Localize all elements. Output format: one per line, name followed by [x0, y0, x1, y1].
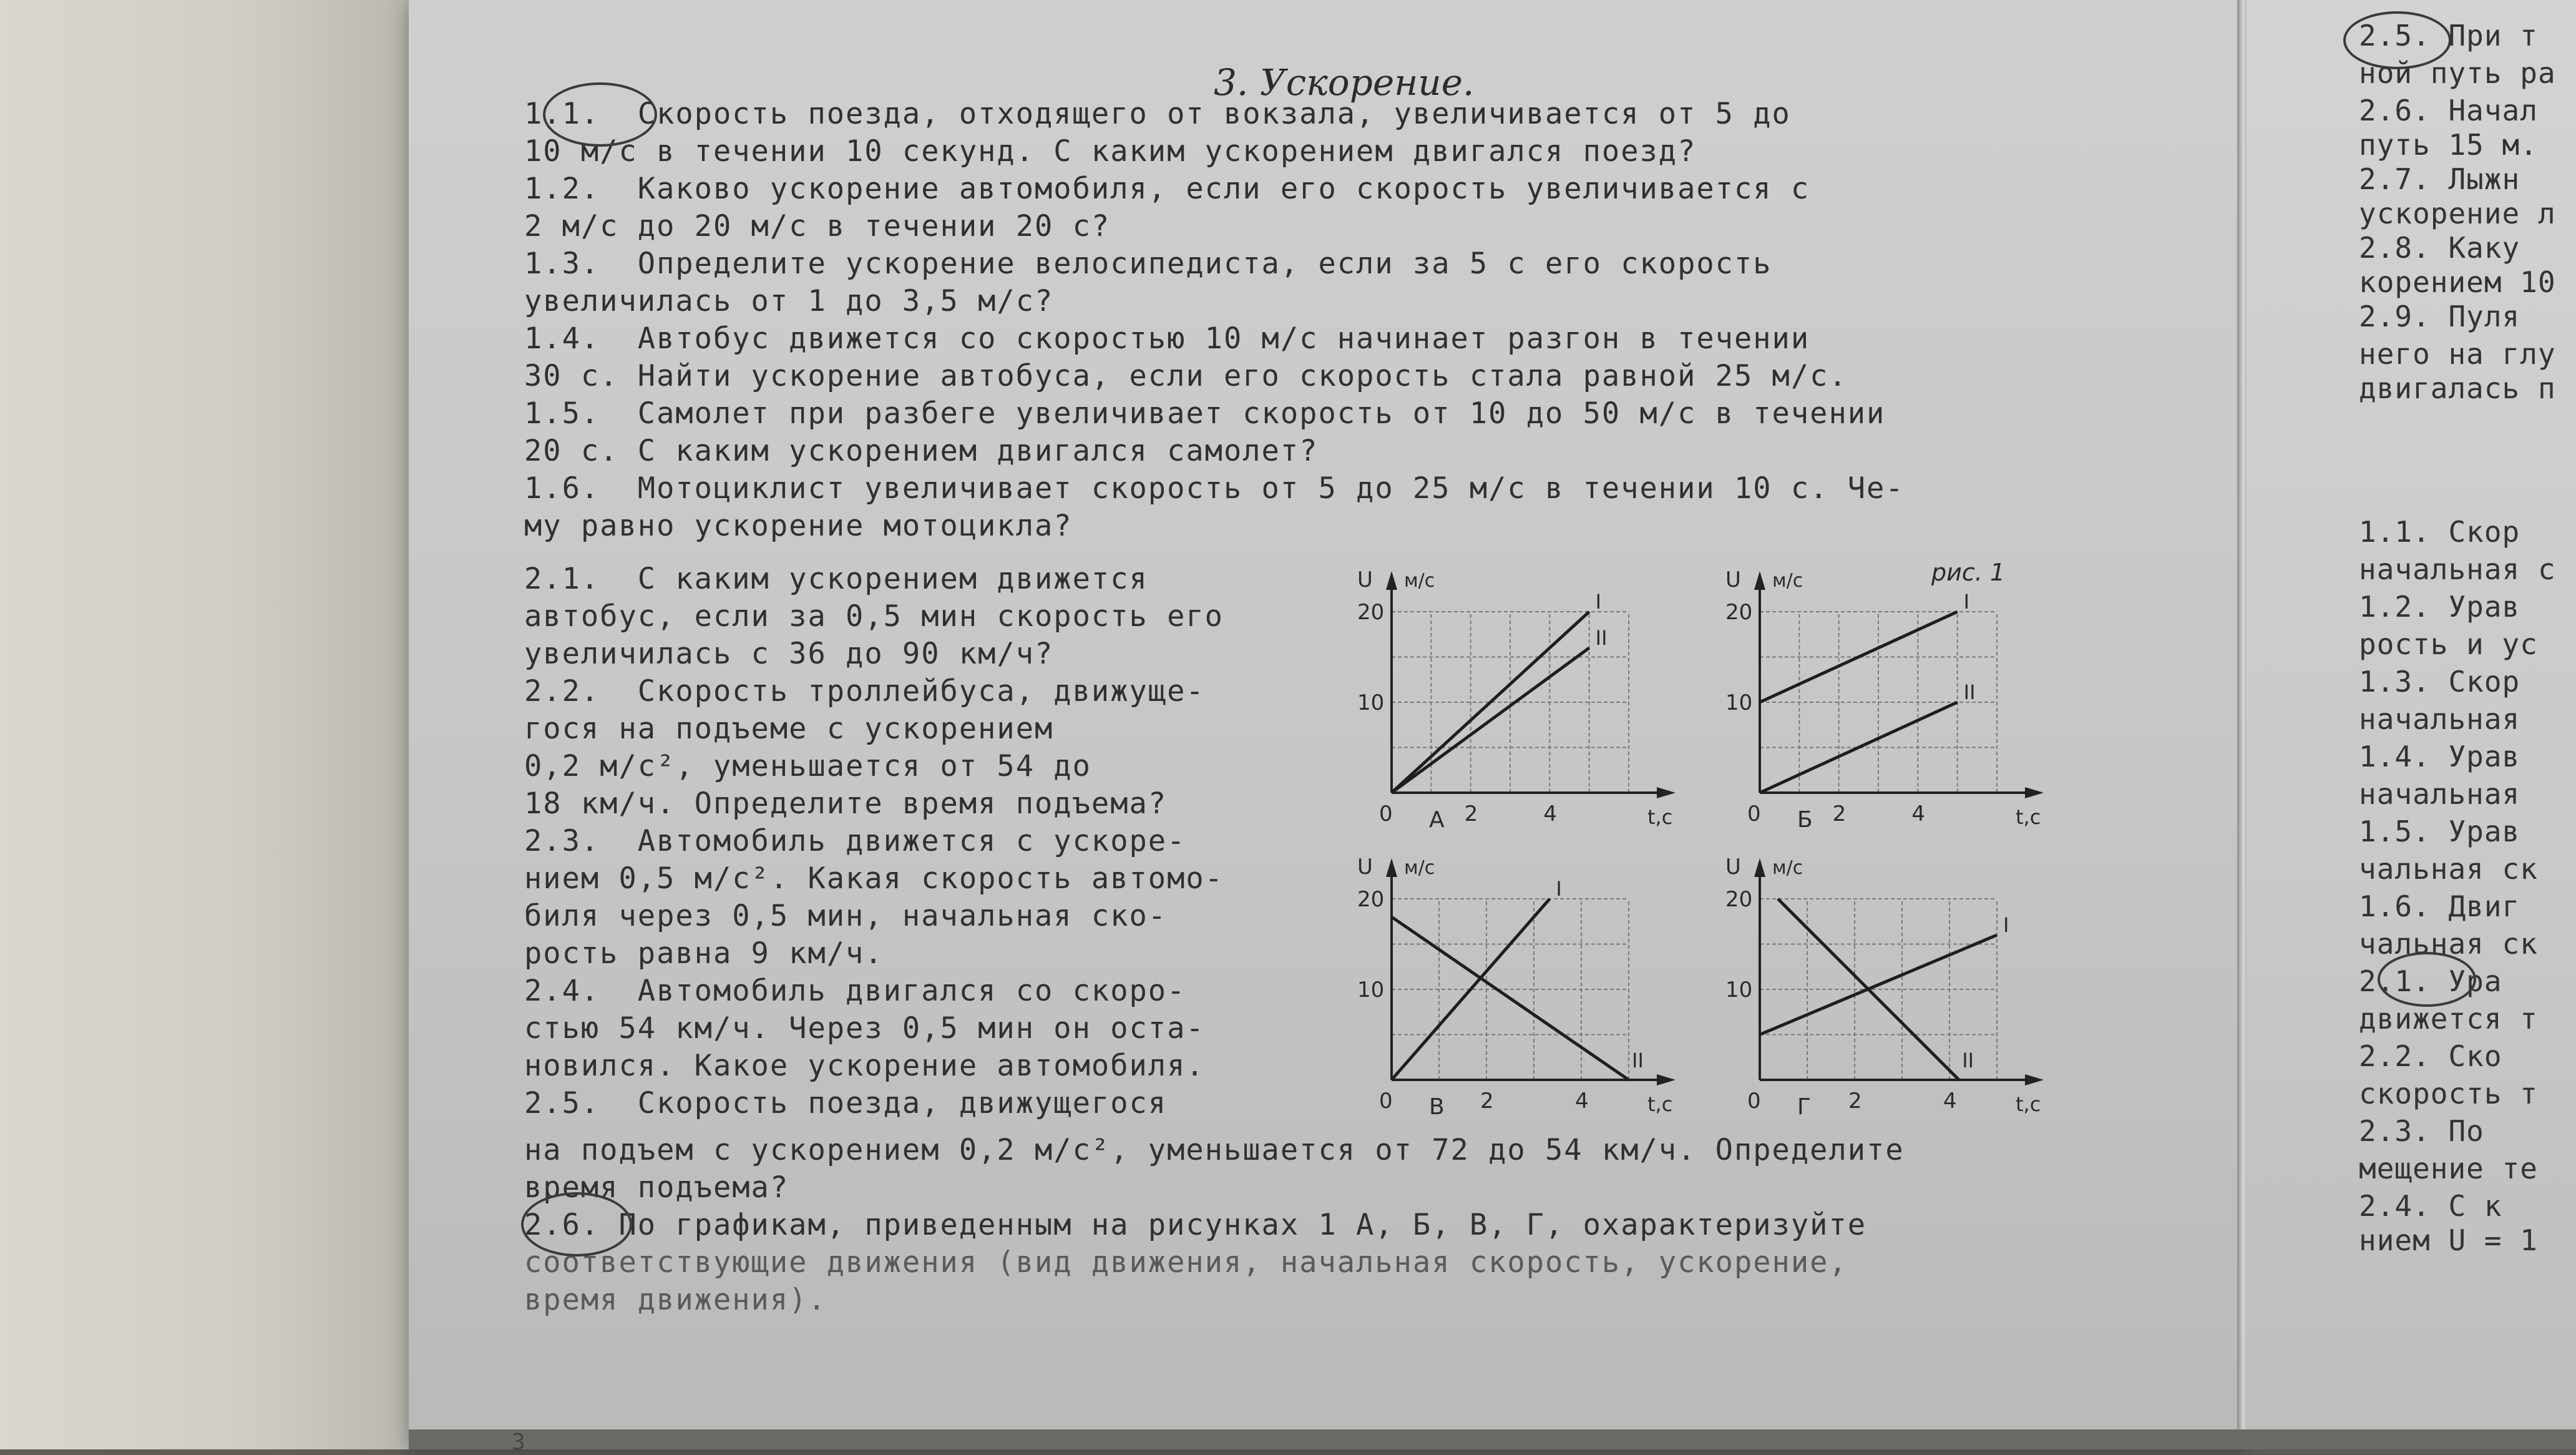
velocity-graphs-figure: [1348, 543, 2084, 1136]
y-tick-label: 10: [1725, 690, 1753, 715]
series-line-I: [1392, 612, 1589, 793]
pencil-circle-right-2-5: [2343, 11, 2451, 69]
problem-2-1-line: 2.1. С каким ускорением движется: [524, 562, 1148, 596]
x-tick-label: 4: [1543, 801, 1557, 826]
right-page-line: 2.9. Пуля: [2359, 300, 2520, 333]
x-axis-label: t,c: [2016, 805, 2041, 829]
y-axis-arrow: [1386, 571, 1397, 590]
right-page-line: двигалась п: [2359, 371, 2556, 405]
y-axis-arrow: [1754, 858, 1765, 877]
right-page-line: 2.8. Каку: [2359, 231, 2520, 265]
x-tick-label: 2: [1464, 801, 1478, 826]
origin-label: 0: [1747, 801, 1761, 826]
problem-2-2-line: 18 км/ч. Определите время подъема?: [524, 786, 1168, 821]
series-label-I: I: [1595, 590, 1602, 614]
problem-2-2-line: 2.2. Скорость троллейбуса, движуще-: [524, 674, 1205, 708]
problem-1-6-line-1: 1.6. Мотоциклист увеличивает скорость от 5 до 25 м/с в течении 10 с. Че-: [524, 471, 1905, 506]
origin-label: 0: [1747, 1089, 1761, 1114]
right-page-line: рость и ус: [2359, 627, 2538, 661]
pencil-circle-2-6: [521, 1192, 632, 1257]
problem-1-3-line-1: 1.3. Определите ускорение велосипедиста, если за 5 с его скорость: [524, 247, 1772, 281]
panel-label: В: [1429, 1094, 1445, 1120]
right-page-line: 1.3. Скор: [2359, 665, 2520, 698]
series-line-II: [1392, 648, 1589, 793]
right-page-line: 2.1. Ура: [2359, 964, 2502, 998]
right-page-line: ускорение л: [2359, 197, 2556, 230]
series-label-II: II: [1962, 1049, 1974, 1072]
problem-2-5-line: 2.5. Скорость поезда, движущегося: [524, 1086, 1168, 1120]
x-tick-label: 4: [1943, 1089, 1957, 1114]
right-page-line: 2.6. Начал: [2359, 94, 2538, 127]
x-axis-label: t,c: [1647, 1092, 1673, 1116]
right-page-line: мещение те: [2359, 1152, 2538, 1185]
section-title: 3. Ускорение.: [1214, 61, 1475, 104]
right-page-line: ной путь ра: [2359, 56, 2556, 90]
right-page-line: начальная с: [2359, 552, 2556, 586]
right-page-line: него на глу: [2359, 337, 2556, 371]
problem-2-5-tail: на подъем с ускорением 0,2 м/с², уменьшается от 72 до 54 км/ч. Определите: [524, 1133, 1905, 1167]
x-axis-arrow: [2025, 787, 2044, 798]
right-page-line: нием U = 1: [2359, 1223, 2538, 1257]
x-axis-arrow: [1657, 1074, 1676, 1085]
x-axis-label: t,c: [1647, 805, 1673, 829]
problem-2-5-tail: время подъема?: [524, 1170, 789, 1205]
y-tick-label: 10: [1357, 690, 1385, 715]
y-axis-label: U: [1725, 855, 1741, 879]
x-tick-label: 2: [1832, 801, 1847, 826]
problem-1-1-line-2: 10 м/с в течении 10 секунд. С каким ускорением двигался поезд?: [524, 134, 1697, 169]
x-axis-arrow: [2025, 1074, 2044, 1085]
series-label-II: II: [1595, 626, 1608, 650]
desk-background: [0, 0, 412, 1449]
right-page-line: 2.4. С к: [2359, 1189, 2502, 1223]
x-tick-label: 4: [1575, 1089, 1589, 1114]
y-axis-arrow: [1754, 571, 1765, 590]
y-axis-label: U: [1357, 855, 1373, 879]
y-axis-label: U: [1357, 567, 1373, 592]
series-label-I: I: [1556, 877, 1562, 901]
series-label-II: II: [1963, 680, 1976, 704]
problem-2-3-line: нием 0,5 м/с². Какая скорость автомо-: [524, 861, 1224, 896]
problem-2-2-line: гося на подъеме с ускорением: [524, 712, 1054, 746]
x-tick-label: 4: [1911, 801, 1925, 826]
problem-2-6-line-2: соответствующие движения (вид движения, начальная скорость, ускорение,: [524, 1245, 1848, 1280]
right-page-line: 1.2. Урав: [2359, 590, 2520, 624]
problem-1-3-line-2: увеличилась от 1 до 3,5 м/с?: [524, 284, 1054, 318]
origin-label: 0: [1379, 1089, 1393, 1114]
bottom-edge-shadow: [409, 1429, 2576, 1449]
series-line-I: [1760, 935, 1997, 1035]
right-page-line: 1.4. Урав: [2359, 740, 2520, 773]
y-axis-arrow: [1386, 858, 1397, 877]
series-line-I: [1760, 612, 1958, 702]
problem-1-5-line-2: 20 с. С каким ускорением двигался самолет?: [524, 434, 1319, 468]
problem-2-2-line: 0,2 м/с², уменьшается от 54 до: [524, 749, 1091, 783]
y-axis-unit: м/с: [1772, 857, 1803, 879]
problem-2-6-line-3: время движения).: [524, 1283, 827, 1317]
problem-1-2-line-1: 1.2. Каково ускорение автомобиля, если его скорость увеличивается с: [524, 172, 1810, 206]
problem-2-3-line: биля через 0,5 мин, начальная ско-: [524, 899, 1168, 933]
right-page-line: путь 15 м.: [2359, 128, 2538, 162]
right-page-line: 1.5. Урав: [2359, 815, 2520, 848]
problem-2-4-line: 2.4. Автомобиль двигался со скоро-: [524, 974, 1186, 1008]
problem-1-5-line-1: 1.5. Самолет при разбеге увеличивает скорость от 10 до 50 м/с в течении: [524, 396, 1886, 431]
right-page-line: 2.3. По: [2359, 1114, 2484, 1148]
x-tick-label: 2: [1848, 1089, 1862, 1114]
right-page-line: 2.7. Лыжн: [2359, 162, 2520, 196]
y-tick-label: 10: [1357, 977, 1385, 1002]
problem-2-1-line: автобус, если за 0,5 мин скорость его: [524, 599, 1224, 634]
problem-2-4-line: новился. Какое ускорение автомобиля.: [524, 1049, 1205, 1083]
right-page-line: 2.5. При т: [2359, 19, 2538, 52]
problem-1-1-line-1: 1.1. Скорость поезда, отходящего от вокзала, увеличивается от 5 до: [524, 97, 1791, 131]
right-page-line: чальная ск: [2359, 927, 2538, 961]
problem-2-4-line: стью 54 км/ч. Через 0,5 мин он оста-: [524, 1011, 1205, 1046]
series-line-II: [1392, 917, 1629, 1080]
panel-label: А: [1429, 807, 1445, 833]
problem-1-4-line-1: 1.4. Автобус движется со скоростью 10 м/с начинает разгон в течении: [524, 321, 1810, 356]
right-page-line: начальная: [2359, 702, 2520, 736]
x-axis-label: t,c: [2016, 1092, 2041, 1116]
y-tick-label: 20: [1725, 600, 1753, 625]
figure-caption: рис. 1: [1931, 559, 2006, 586]
series-line-II: [1760, 702, 1958, 793]
panel-label: Г: [1797, 1094, 1811, 1120]
right-page-line: 1.1. Скор: [2359, 515, 2520, 549]
page-number: 3: [512, 1429, 525, 1455]
origin-label: 0: [1379, 801, 1393, 826]
right-page-line: 1.6. Двиг: [2359, 889, 2520, 923]
panel-label: Б: [1797, 807, 1813, 833]
y-tick-label: 20: [1357, 887, 1385, 912]
x-axis-arrow: [1657, 787, 1676, 798]
y-tick-label: 10: [1725, 977, 1753, 1002]
pencil-circle-1-1: [543, 82, 657, 147]
right-page-line: 2.2. Ско: [2359, 1039, 2502, 1073]
problem-1-2-line-2: 2 м/с до 20 м/с в течении 20 с?: [524, 209, 1111, 243]
pencil-circle-right-2-1: [2378, 952, 2476, 1007]
y-tick-label: 20: [1725, 887, 1753, 912]
problem-2-3-line: рость равна 9 км/ч.: [524, 936, 884, 971]
y-axis-unit: м/с: [1772, 570, 1803, 592]
y-axis-label: U: [1725, 567, 1741, 592]
right-page-line: начальная: [2359, 777, 2520, 811]
right-page-line: скорость т: [2359, 1077, 2538, 1110]
right-page-line: корением 10: [2359, 265, 2556, 299]
problem-2-3-line: 2.3. Автомобиль движется с ускоре-: [524, 824, 1186, 858]
series-label-I: I: [1963, 590, 1970, 614]
y-axis-unit: м/с: [1404, 570, 1435, 592]
series-label-I: I: [2003, 913, 2009, 937]
series-label-II: II: [1632, 1049, 1644, 1072]
right-page-line: чальная ск: [2359, 852, 2538, 886]
y-tick-label: 20: [1357, 600, 1385, 625]
y-axis-unit: м/с: [1404, 857, 1435, 879]
problem-2-6-line-1: 2.6. По графикам, приведенным на рисунках 1 А, Б, В, Г, охарактеризуйте: [524, 1208, 1867, 1242]
problem-1-6-line-2: му равно ускорение мотоцикла?: [524, 509, 1073, 543]
problem-2-1-line: увеличилась с 36 до 90 км/ч?: [524, 637, 1054, 671]
problem-1-4-line-2: 30 с. Найти ускорение автобуса, если его скорость стала равной 25 м/с.: [524, 359, 1848, 393]
x-tick-label: 2: [1480, 1089, 1494, 1114]
right-page-line: движется т: [2359, 1002, 2538, 1036]
